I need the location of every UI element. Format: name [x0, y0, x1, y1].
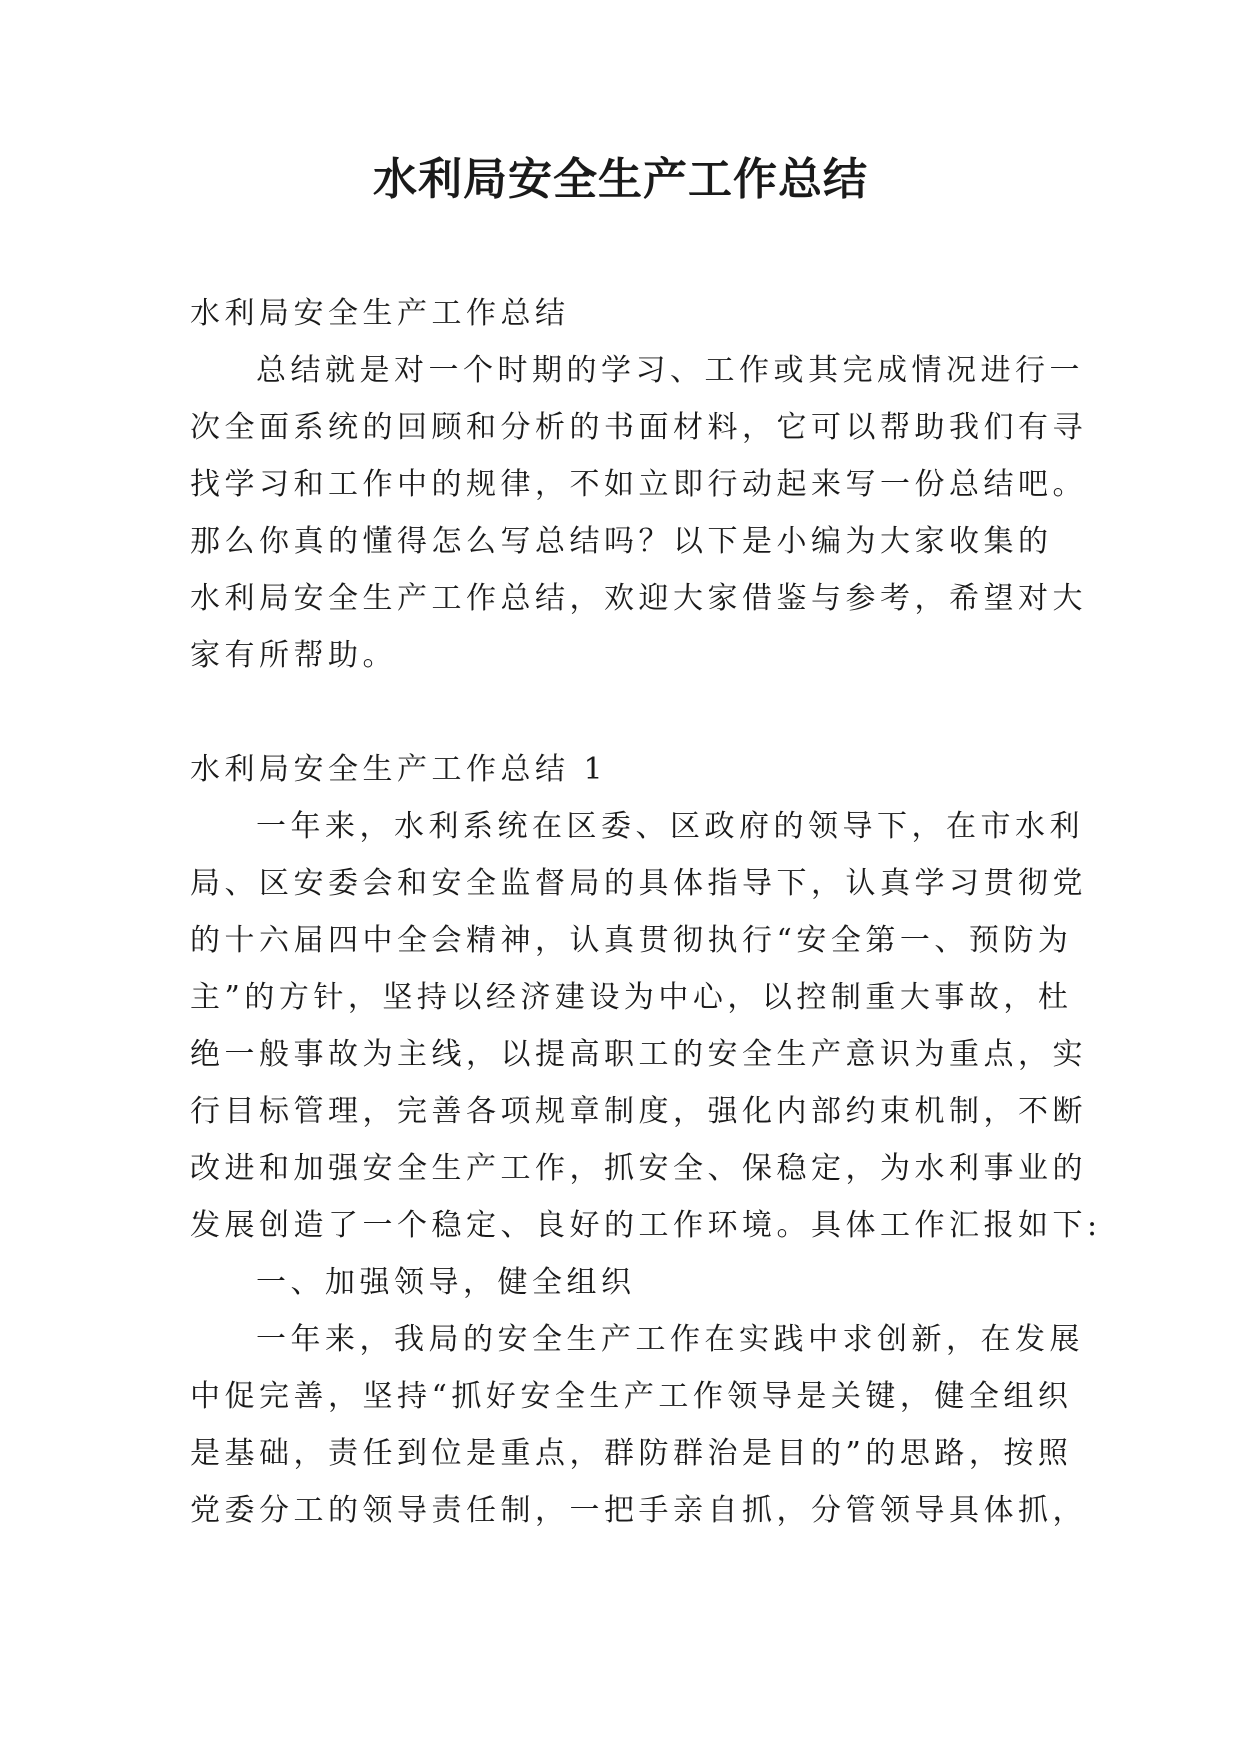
- intro-line: 总结就是对一个时期的学习、工作或其完成情况进行一: [256, 353, 1084, 388]
- paragraph-line: 中促完善，坚持“抓好安全生产工作领导是关键，健全组织: [190, 1379, 1073, 1414]
- intro-line: 水利局安全生产工作总结，欢迎大家借鉴与参考，希望对大: [190, 581, 1087, 616]
- paragraph-line: 一年来，我局的安全生产工作在实践中求创新，在发展: [256, 1322, 1084, 1357]
- paragraph-line: 主”的方针，坚持以经济建设为中心，以控制重大事故，杜: [190, 980, 1073, 1015]
- paragraph-gap: [190, 684, 1052, 741]
- section-title: 水利局安全生产工作总结 1: [190, 752, 608, 787]
- subtitle: 水利局安全生产工作总结: [190, 296, 570, 331]
- paragraph-line: 改进和加强安全生产工作，抓安全、保稳定，为水利事业的: [190, 1151, 1087, 1186]
- document-body: [190, 285, 1102, 1539]
- section-heading: 一、加强领导，健全组织: [256, 1265, 636, 1300]
- paragraph-line: 一年来，水利系统在区委、区政府的领导下，在市水利: [256, 809, 1084, 844]
- intro-line: 次全面系统的回顾和分析的书面材料，它可以帮助我们有寻: [190, 410, 1087, 445]
- intro-line: 家有所帮助。: [190, 638, 397, 673]
- paragraph-line: 是基础，责任到位是重点，群防群治是目的”的思路，按照: [190, 1436, 1073, 1471]
- paragraph-line: 行目标管理，完善各项规章制度，强化内部约束机制，不断: [190, 1094, 1087, 1129]
- paragraph-line: 党委分工的领导责任制，一把手亲自抓，分管领导具体抓，: [190, 1493, 1087, 1528]
- paragraph-line: 局、区安委会和安全监督局的具体指导下，认真学习贯彻党: [190, 866, 1087, 901]
- paragraph-line: 绝一般事故为主线，以提高职工的安全生产意识为重点，实: [190, 1037, 1087, 1072]
- intro-line: 找学习和工作中的规律，不如立即行动起来写一份总结吧。: [190, 467, 1087, 502]
- document-title: 水利局安全生产工作总结: [373, 154, 868, 205]
- intro-line: 那么你真的懂得怎么写总结吗？以下是小编为大家收集的: [190, 524, 1053, 559]
- paragraph-line: 发展创造了一个稳定、良好的工作环境。具体工作汇报如下:: [190, 1208, 1102, 1243]
- paragraph-line: 的十六届四中全会精神，认真贯彻执行“安全第一、预防为: [190, 923, 1073, 958]
